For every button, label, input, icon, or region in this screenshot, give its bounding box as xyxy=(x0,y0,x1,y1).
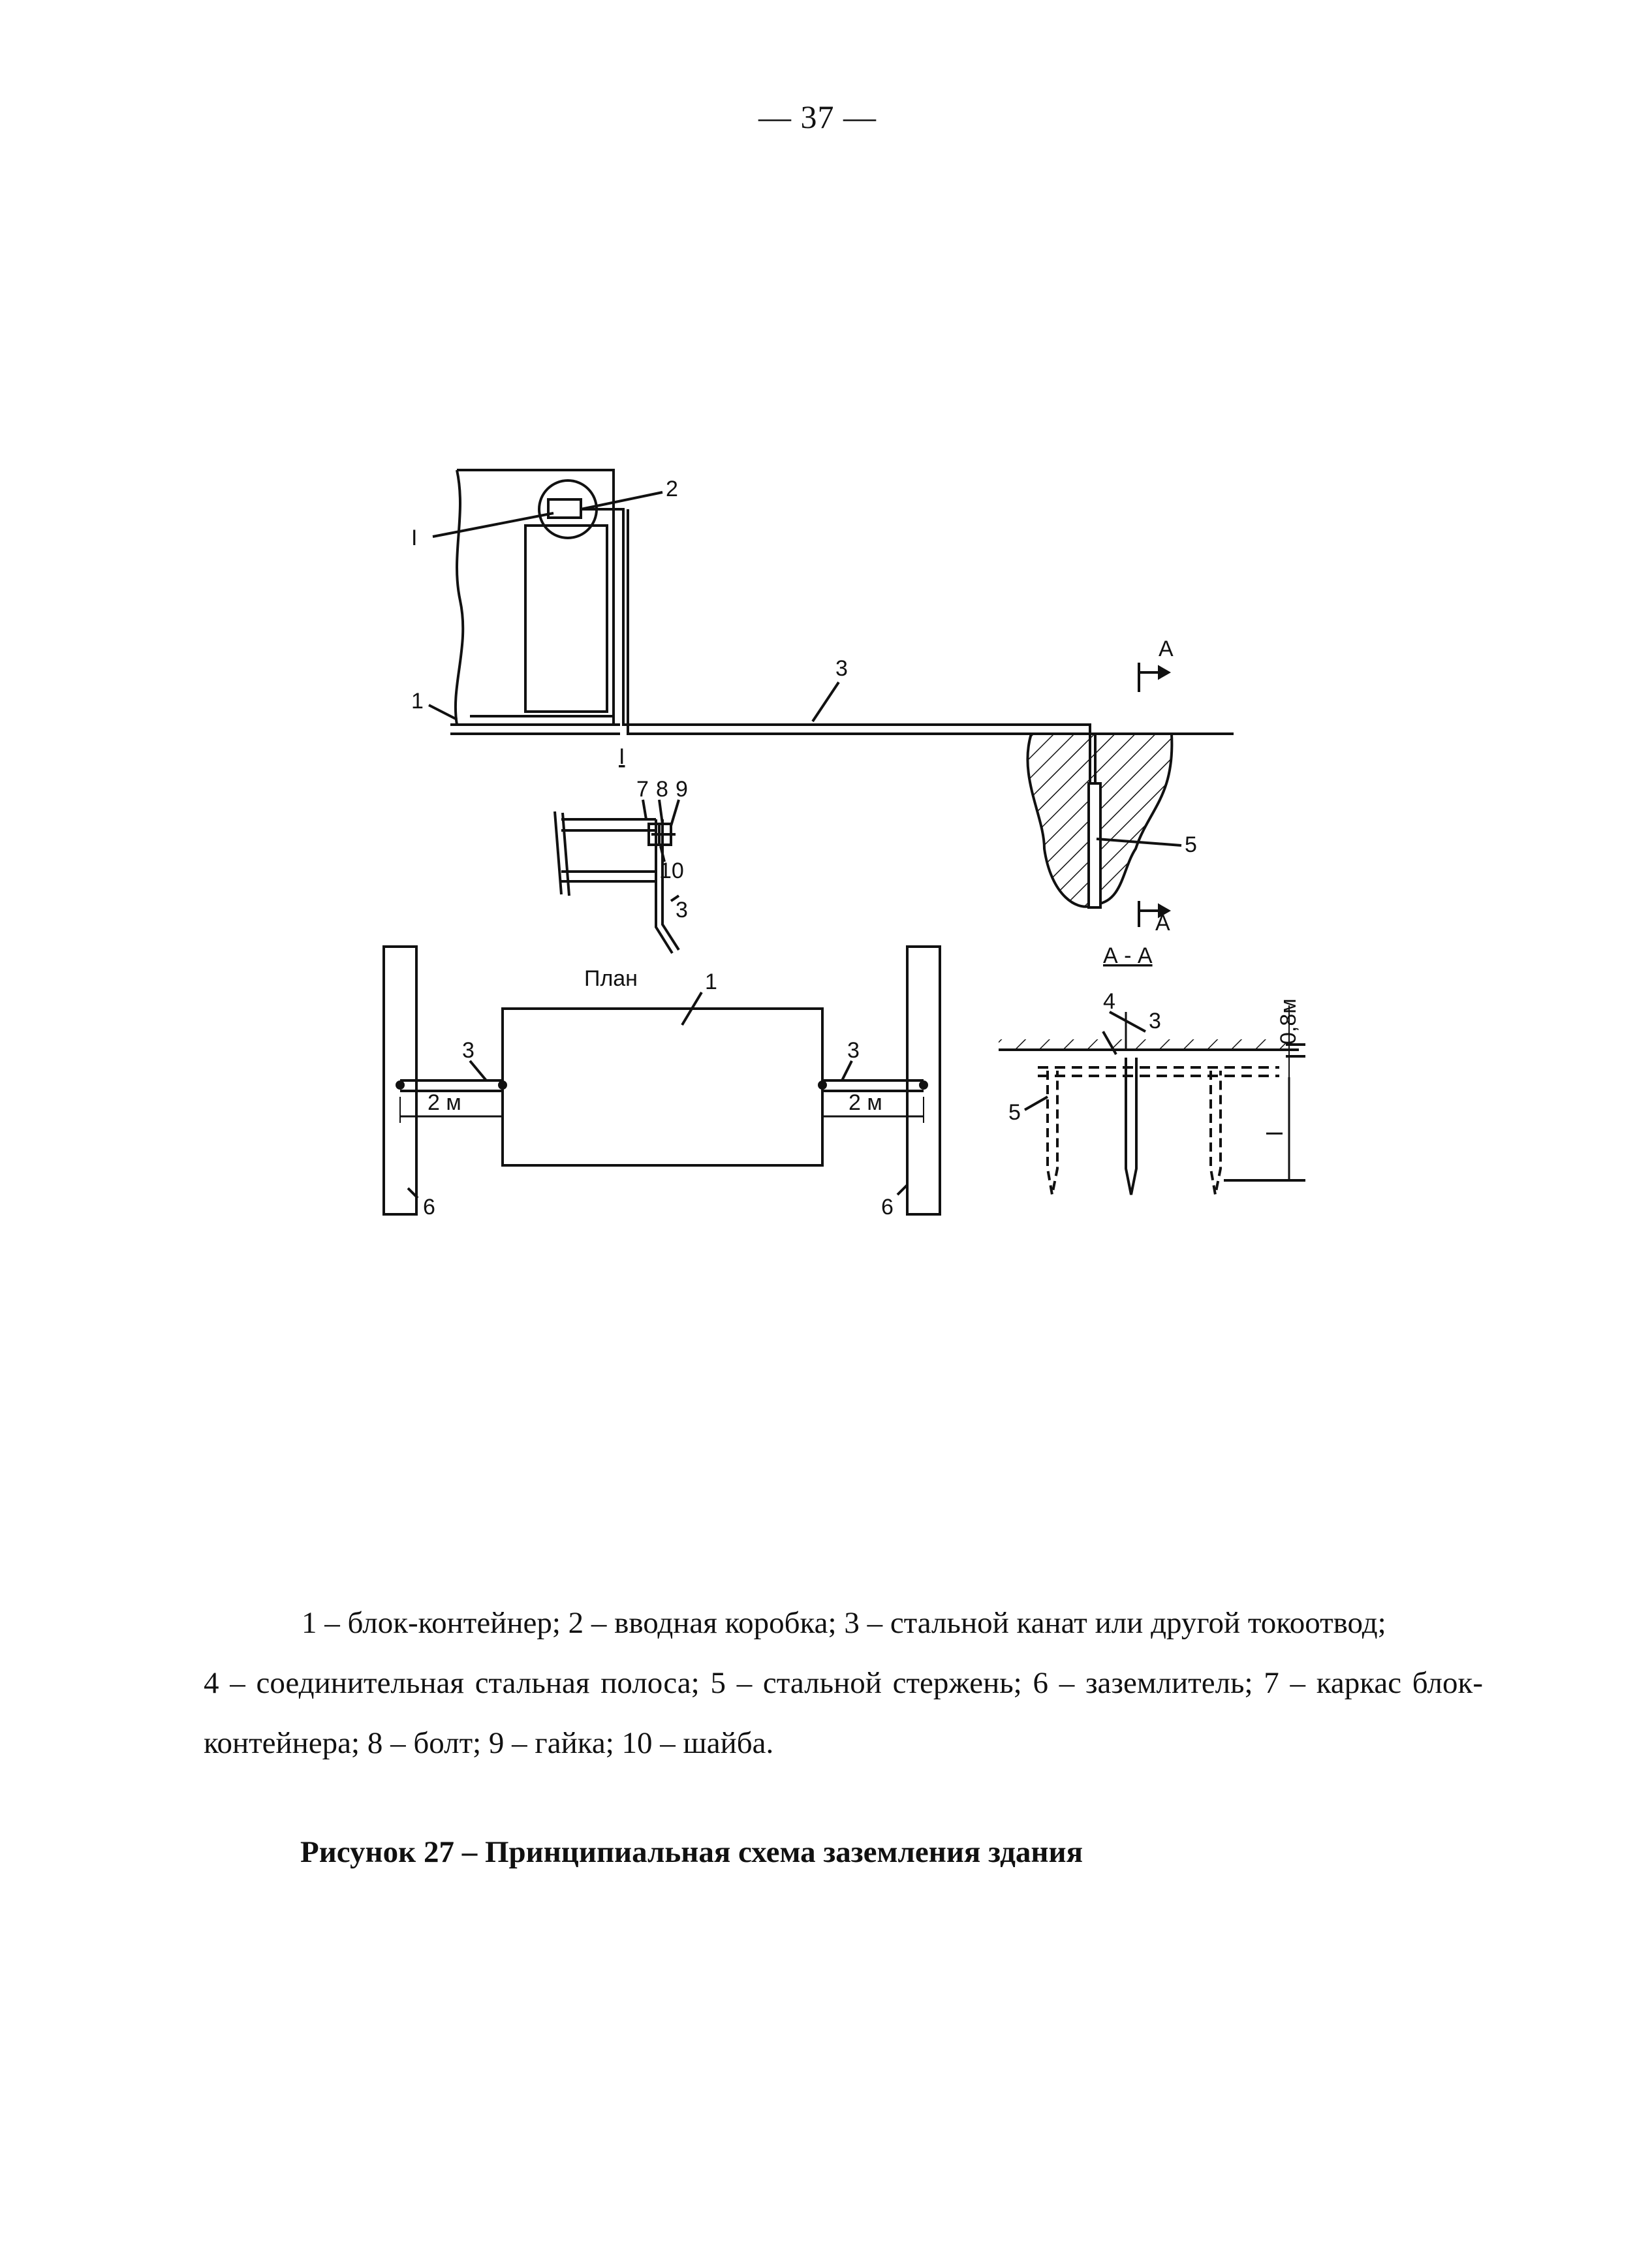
section-length-label: l xyxy=(1263,1131,1288,1136)
plan-label-container: 1 xyxy=(705,969,717,994)
plan-distance-right: 2 м xyxy=(849,1090,882,1115)
label-A-bottom: А xyxy=(1155,911,1170,936)
label-3-detail: 3 xyxy=(676,898,688,922)
plan-label-right-conductor: 3 xyxy=(847,1038,860,1063)
section-A-A xyxy=(999,1005,1305,1195)
label-9: 9 xyxy=(676,777,688,802)
plan-distance-left: 2 м xyxy=(428,1090,461,1115)
label-7: 7 xyxy=(636,777,649,802)
section-label-conductor: 3 xyxy=(1149,1009,1161,1033)
section-depth-label: 0,8м xyxy=(1276,998,1301,1045)
plan-label-left-conductor: 3 xyxy=(462,1038,475,1063)
label-5: 5 xyxy=(1185,832,1197,857)
label-2: 2 xyxy=(666,477,678,501)
ground-pit xyxy=(1027,734,1172,907)
plan-label-left-electrode: 6 xyxy=(423,1195,435,1220)
figure-caption: Рисунок 27 – Принципиальная схема заземления здания xyxy=(300,1835,1083,1869)
label-3: 3 xyxy=(835,656,848,681)
label-I-detail: I xyxy=(619,744,625,769)
section-title: А - А xyxy=(1103,943,1153,968)
plan-view xyxy=(384,947,940,1214)
figure-legend xyxy=(204,1593,1483,1773)
section-label-strip: 4 xyxy=(1103,989,1115,1014)
plan-title: План xyxy=(584,966,638,991)
label-10: 10 xyxy=(659,858,684,883)
plan-label-right-electrode: 6 xyxy=(881,1195,894,1220)
label-I: I xyxy=(411,526,418,550)
page-number: — 37 — xyxy=(758,99,877,135)
label-8: 8 xyxy=(656,777,668,802)
legend-line-2: 4 – соединительная стальная полоса; 5 – стальной стержень; 6 – заземлитель; 7 – каркас блок-контейнера; 8 – болт; 9 – гайка; 10 – шайба. xyxy=(204,1666,1483,1760)
label-1: 1 xyxy=(411,689,424,714)
legend-line-1: 1 – блок-контейнер; 2 – вводная коробка; 3 – стальной канат или другой токоотвод; xyxy=(302,1606,1386,1640)
section-marker-top xyxy=(1139,663,1168,692)
label-A-top: А xyxy=(1159,637,1174,661)
section-label-rod: 5 xyxy=(1008,1100,1021,1125)
